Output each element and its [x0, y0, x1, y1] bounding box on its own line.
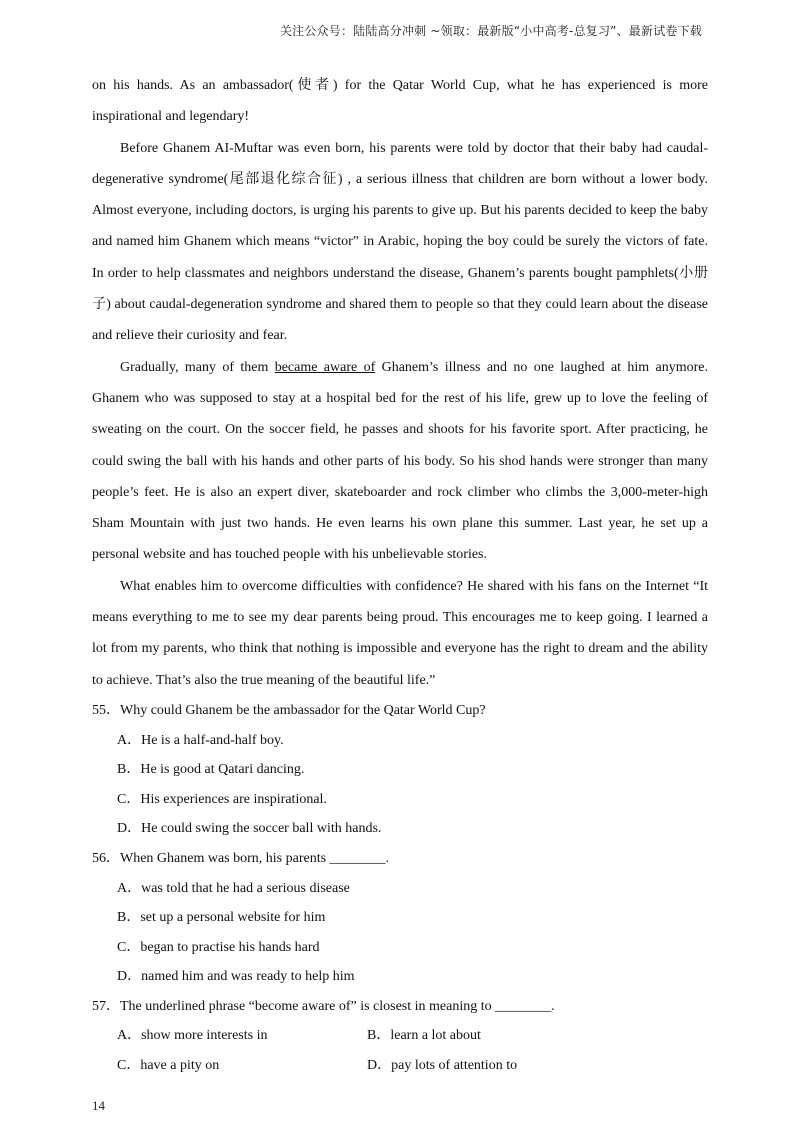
question-stem: 55．Why could Ghanem be the ambassador for the Qatar World Cup?	[92, 702, 486, 718]
option-a: A．He is a half-and-half boy.	[117, 732, 284, 748]
option-row	[117, 1021, 708, 1051]
passage-paragraph-continued: on his hands. As an ambassador(使者) for the Qatar World Cup, what he has experienced is more inspirational and legendary!	[92, 78, 708, 125]
question-stem: 57．The underlined phrase “become aware of” is closest in meaning to ________.	[92, 998, 555, 1014]
option-d: D．pay lots of attention to	[367, 1058, 518, 1074]
option-b: B．learn a lot about	[367, 1028, 481, 1044]
question-options	[92, 726, 708, 844]
question-options	[92, 874, 708, 992]
option-c: C．began to practise his hands hard	[117, 939, 320, 955]
page-number: 14	[92, 1098, 105, 1113]
question-list	[92, 696, 708, 1081]
option-b: B．He is good at Qatari dancing.	[117, 762, 305, 778]
option-a: A．show more interests in	[117, 1028, 268, 1044]
option-c: C．His experiences are inspirational.	[117, 791, 327, 807]
option-b: B．set up a personal website for him	[117, 910, 326, 926]
passage-paragraph-confidence: What enables him to overcome difficulties with confidence? He shared with his fans on the Internet “It means everything to me to see my dear parents being proud. This encourages me to keep going. I learned a lot from my parents, who think that nothing is impossible and everyone has the right to dream and the ability to achieve. That’s also the true meaning of the beautiful life.”	[92, 578, 708, 688]
passage-paragraph-birth: Before Ghanem AI-Muftar was even born, his parents were told by doctor that their baby had caudal-degenerative syndrome(尾部退化综合征) , a serious illness that children are born without a lower body. Almost everyone, including doctors, is urging his parents to give up. But his parents decided to keep the baby and named him Ghanem which means “victor” in Arabic, hoping the boy could be surely the victors of fate. In order to help classmates and neighbors understand the disease, Ghanem’s parents bought pamphlets(小册子) about caudal-degeneration syndrome and shared them to people so that they could learn about the disease and relieve their curiosity and fear.	[92, 140, 708, 344]
paragraph-text-after: Ghanem’s illness and no one laughed at him anymore. Ghanem who was supposed to stay at a hospital bed for the rest of his life, grew up to love the feeling of sweating on the court. On the soccer field, he passes and shoots for his favorite sport. After practicing, he could swing the ball with his hands and other parts of his body. So his shod hands were stronger than many people’s feet. He is also an expert diver, skateboarder and rock climber who climbs the 3,000-meter-high Sham Mountain with just two hands. He even learns his own plane this summer. Last year, he set up a personal website and has touched people with his unbelievable stories.	[92, 359, 708, 563]
header-promo-note: 关注公众号：陆陆高分冲刺 ~领取：最新版“小中高考-总复习”、最新试卷下载	[279, 24, 702, 38]
question-stem: 56．When Ghanem was born, his parents ________.	[92, 850, 390, 866]
question-options	[92, 1021, 708, 1080]
option-a: A．was told that he had a serious disease	[117, 880, 350, 896]
question-55	[92, 696, 708, 844]
question-56	[92, 844, 708, 992]
document-page	[92, 70, 708, 1081]
question-57	[92, 992, 708, 1081]
option-c: C．have a pity on	[117, 1058, 220, 1074]
option-d: D．named him and was ready to help him	[117, 969, 355, 985]
paragraph-text-before: Gradually, many of them	[120, 359, 275, 375]
passage-paragraph-growth	[92, 352, 708, 571]
option-row	[117, 1051, 708, 1081]
underlined-phrase: became aware of	[274, 359, 376, 375]
option-d: D．He could swing the soccer ball with hands.	[117, 821, 382, 837]
